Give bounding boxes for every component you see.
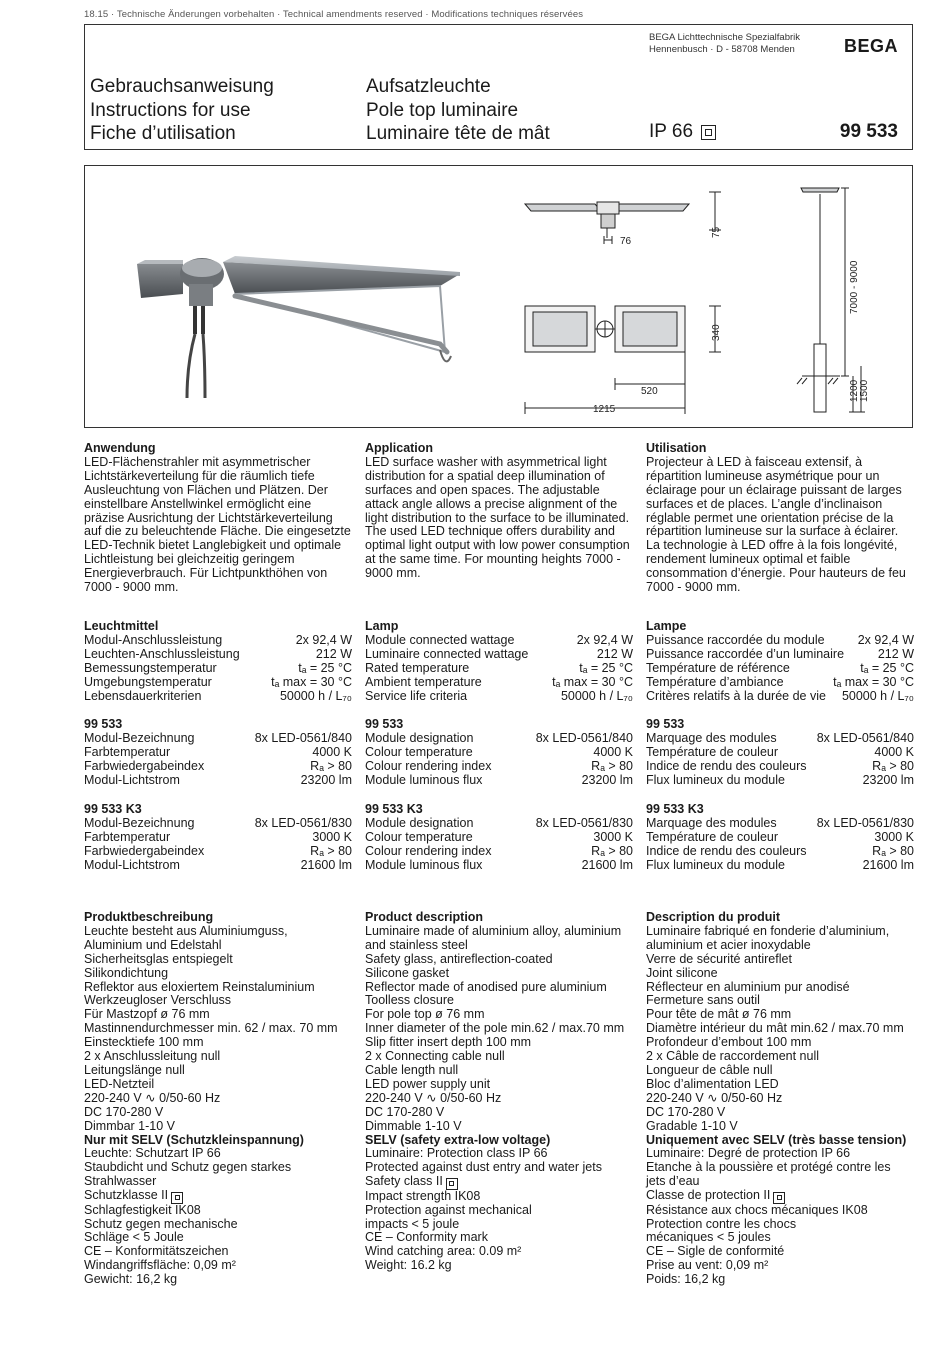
- description-line: LED power supply unit: [365, 1076, 491, 1091]
- spec-value: 50000 h / L₇₀: [841, 688, 914, 703]
- dim-1500-label: 1500: [859, 379, 870, 402]
- description-line: Dimmable 1-10 V: [365, 1118, 462, 1133]
- variant-k3-specs-de: [84, 803, 352, 873]
- spec-value: tₐ = 25 °C: [298, 660, 352, 675]
- lamp-specs-fr: [646, 620, 914, 703]
- column-de: [84, 442, 352, 595]
- application-text: Projecteur à LED à faisceau extensif, à répartition lumineuse asymétrique pour un éclairage pour un éclairage puissant de larges surfaces et de places. L’angle d’inclinaison réglable permet une orientation précise de la répartition lumineuse sur la surface à éclairer. La technologie à LED offre à la fois longévité, rendement lumineux optimal et faible consommation d’énergie. Pour hauteurs de feu 7000 - 9000 mm.: [646, 454, 906, 595]
- spec-row: [365, 817, 633, 831]
- selv-line: Strahlwasser: [84, 1174, 157, 1189]
- spec-value: 8x LED-0561/840: [816, 730, 914, 745]
- selv-line: Prise au vent: 0,09 m²: [646, 1258, 769, 1273]
- revision-note: 18.15 · Technische Änderungen vorbehalten · Technical amendments reserved · Modifications techniques réservées: [84, 9, 584, 20]
- spec-row: [646, 648, 914, 662]
- variant-specs-de: [84, 718, 352, 788]
- spec-heading: 99 533 K3: [646, 802, 704, 816]
- spec-label: Colour temperature: [365, 744, 473, 759]
- spec-value: 50000 h / L₇₀: [279, 688, 352, 703]
- spec-heading: Lamp: [365, 619, 399, 633]
- spec-label: Service life criteria: [365, 688, 468, 703]
- technical-drawing: [85, 166, 913, 428]
- spec-label: Rated temperature: [365, 660, 470, 675]
- spec-row: [365, 634, 633, 648]
- spec-value: Rₐ > 80: [591, 843, 633, 858]
- description-line: Silikondichtung: [84, 965, 169, 980]
- spec-row: [84, 676, 352, 690]
- product-description-heading: Description du produit: [646, 910, 781, 924]
- spec-heading: 99 533 K3: [84, 802, 142, 816]
- spec-label: Ambient temperature: [365, 674, 482, 689]
- spec-row: [84, 774, 352, 788]
- spec-row: [365, 831, 633, 845]
- spec-value: 8x LED-0561/830: [254, 815, 352, 830]
- selv-line: mécaniques < 5 joules: [646, 1230, 771, 1245]
- spec-label: Flux lumineux du module: [646, 772, 785, 787]
- spec-label: Marquage des modules: [646, 730, 777, 745]
- company-location: Hennenbusch · D - 58708 Menden: [649, 44, 795, 55]
- description-line: Inner diameter of the pole min.62 / max.70 mm: [365, 1021, 625, 1036]
- variant-specs-en: [365, 718, 633, 788]
- description-line: DC 170-280 V: [84, 1104, 164, 1119]
- description-line: Leuchte besteht aus Aluminiumguss,: [84, 923, 288, 938]
- description-line: Mastinnendurchmesser min. 62 / max. 70 mm: [84, 1021, 338, 1036]
- spec-heading: 99 533 K3: [365, 802, 423, 816]
- ip-rating: [649, 121, 716, 143]
- description-line: Aluminium und Edelstahl: [84, 937, 222, 952]
- selv-line: Poids: 16,2 kg: [646, 1272, 726, 1287]
- variant-k3-specs-en: [365, 803, 633, 873]
- description-line: LED-Netzteil: [84, 1076, 155, 1091]
- description-line: 2 x Câble de raccordement null: [646, 1049, 820, 1064]
- spec-label: Lebensdauerkriterien: [84, 688, 202, 703]
- company-name: BEGA Lichttechnische Spezialfabrik: [649, 32, 801, 43]
- spec-row: [365, 648, 633, 662]
- product-name-fr: Luminaire tête de mât: [366, 123, 550, 144]
- spec-row: [646, 732, 914, 746]
- spec-value: Rₐ > 80: [591, 758, 633, 773]
- spec-label: Critères relatifs à la durée de vie: [646, 688, 826, 703]
- description-line: Luminaire fabriqué en fonderie d’aluminium,: [646, 923, 890, 938]
- spec-label: Puissance raccordée d’un luminaire: [646, 646, 845, 661]
- description-line: DC 170-280 V: [365, 1104, 445, 1119]
- selv-line: CE – Konformitätszeichen: [84, 1244, 229, 1259]
- selv-line: Windangriffsfläche: 0,09 m²: [84, 1258, 236, 1273]
- product-description-en: [365, 911, 633, 1273]
- spec-value: 4000 K: [593, 744, 633, 759]
- spec-row: [365, 676, 633, 690]
- product-description-de: [84, 911, 352, 1287]
- spec-value: 2x 92,4 W: [295, 632, 352, 647]
- spec-label: Leuchten-Anschlussleistung: [84, 646, 240, 661]
- selv-line: Schutz gegen mechanische: [84, 1216, 238, 1231]
- safety-class-ii-icon: [773, 1192, 785, 1204]
- spec-label: Température d’ambiance: [646, 674, 784, 689]
- spec-row: [365, 859, 633, 873]
- description-line: 220-240 V ∿ 0/50-60 Hz: [646, 1090, 783, 1105]
- brand-logo: BEGA: [843, 36, 898, 56]
- selv-heading: Nur mit SELV (Schutzkleinspannung): [84, 1132, 304, 1147]
- spec-label: Module connected wattage: [365, 632, 515, 647]
- description-line: Einstecktiefe 100 mm: [84, 1035, 204, 1050]
- spec-label: Module luminous flux: [365, 857, 483, 872]
- description-line: Sicherheitsglas entspiegelt: [84, 951, 233, 966]
- spec-value: 3000 K: [312, 829, 352, 844]
- spec-row: [84, 760, 352, 774]
- spec-label: Modul-Anschlussleistung: [84, 632, 223, 647]
- selv-heading: Uniquement avec SELV (très basse tension): [646, 1132, 907, 1147]
- spec-row: [365, 774, 633, 788]
- dim-76-label: 76: [620, 236, 632, 247]
- dim-520-label: 520: [641, 386, 658, 397]
- dim-340-label: 340: [711, 324, 722, 341]
- description-line: Reflector made of anodised pure aluminium: [365, 979, 607, 994]
- spec-value: 23200 lm: [862, 772, 914, 787]
- variant-specs-fr: [646, 718, 914, 788]
- lamp-specs-de: [84, 620, 352, 703]
- selv-line: CE – Conformity mark: [365, 1230, 488, 1245]
- product-description-heading: Produktbeschreibung: [84, 910, 214, 924]
- spec-value: 23200 lm: [581, 772, 633, 787]
- spec-value: 21600 lm: [581, 857, 633, 872]
- description-line: and stainless steel: [365, 937, 468, 952]
- spec-value: 4000 K: [312, 744, 352, 759]
- selv-heading: SELV (safety extra-low voltage): [365, 1132, 551, 1147]
- spec-heading: 99 533: [84, 717, 123, 731]
- spec-row: [365, 845, 633, 859]
- description-line: Safety glass, antireflection-coated: [365, 951, 553, 966]
- column-en: [365, 442, 633, 581]
- spec-label: Modul-Lichtstrom: [84, 772, 180, 787]
- description-line: Fermeture sans outil: [646, 993, 760, 1008]
- selv-line: CE – Sigle de conformité: [646, 1244, 785, 1259]
- spec-value: 8x LED-0561/830: [816, 815, 914, 830]
- spec-row: [646, 662, 914, 676]
- dim-75-label: 75: [711, 226, 722, 238]
- spec-row: [84, 859, 352, 873]
- spec-label: Flux lumineux du module: [646, 857, 785, 872]
- spec-heading: 99 533: [365, 717, 404, 731]
- spec-value: Rₐ > 80: [872, 758, 914, 773]
- product-figure: [84, 165, 913, 428]
- spec-label: Farbwiedergabeindex: [84, 843, 205, 858]
- spec-value: tₐ = 25 °C: [860, 660, 914, 675]
- spec-row: [84, 732, 352, 746]
- spec-label: Farbtemperatur: [84, 744, 171, 759]
- description-line: Für Mastzopf ø 76 mm: [84, 1007, 210, 1022]
- spec-row: [365, 732, 633, 746]
- column-fr: [646, 442, 914, 595]
- top-view-drawing: [525, 306, 721, 414]
- description-line: Dimmbar 1-10 V: [84, 1118, 175, 1133]
- spec-row: [365, 746, 633, 760]
- spec-row: [84, 831, 352, 845]
- selv-line: Protection contre les chocs: [646, 1216, 797, 1231]
- spec-value: tₐ = 25 °C: [579, 660, 633, 675]
- luminaire-photo: [137, 256, 460, 398]
- spec-value: Rₐ > 80: [310, 758, 352, 773]
- description-line: 2 x Anschlussleitung null: [84, 1049, 221, 1064]
- spec-value: 21600 lm: [862, 857, 914, 872]
- spec-row: [84, 746, 352, 760]
- spec-heading: Leuchtmittel: [84, 619, 159, 633]
- doc-title-block: [90, 75, 274, 146]
- spec-row: [84, 817, 352, 831]
- selv-line: Schutzklasse II: [84, 1189, 352, 1204]
- safety-class-ii-icon: [446, 1178, 458, 1190]
- selv-line: Résistance aux chocs mécaniques IK08: [646, 1202, 868, 1217]
- spec-value: Rₐ > 80: [872, 843, 914, 858]
- spec-label: Indice de rendu des couleurs: [646, 843, 807, 858]
- spec-value: 4000 K: [874, 744, 914, 759]
- selv-line: Weight: 16.2 kg: [365, 1258, 452, 1273]
- spec-label: Colour rendering index: [365, 843, 492, 858]
- spec-row: [365, 662, 633, 676]
- description-line: 2 x Connecting cable null: [365, 1049, 505, 1064]
- spec-row: [646, 746, 914, 760]
- spec-label: Module designation: [365, 815, 474, 830]
- spec-value: tₐ max = 30 °C: [552, 674, 633, 689]
- application-heading: Application: [365, 441, 434, 455]
- spec-value: 212 W: [315, 646, 352, 661]
- description-line: Profondeur d’embout 100 mm: [646, 1035, 812, 1050]
- product-description-fr: [646, 911, 914, 1287]
- product-name-en: Pole top luminaire: [366, 99, 519, 121]
- spec-row: [646, 690, 914, 704]
- spec-label: Température de référence: [646, 660, 790, 675]
- description-line: Slip fitter insert depth 100 mm: [365, 1035, 532, 1050]
- selv-line: Gewicht: 16,2 kg: [84, 1272, 178, 1287]
- spec-row: [646, 831, 914, 845]
- doc-title-en: Instructions for use: [90, 99, 251, 121]
- description-line: Werkzeugloser Verschluss: [84, 993, 232, 1008]
- description-line: 220-240 V ∿ 0/50-60 Hz: [365, 1090, 502, 1105]
- application-text: LED-Flächenstrahler mit asymmetrischer Lichtstärkeverteilung für die räumlich tiefe Ausleuchtung von Flächen und Plätzen. Der einstellbare Anstellwinkel ermöglicht eine präzise Ausrichtung der Lichtstärkeverteilung auf die zu beleuchtende Fläche. Die eingesetzte LED-Technik bietet Langlebigkeit und optimale Lichtleistung bei gleichzeitig geringem Energieverbrauch. Für Lichtpunkthöhen von 7000 - 9000 mm.: [84, 454, 351, 595]
- description-line: Gradable 1-10 V: [646, 1118, 738, 1133]
- safety-class-ii-icon: [701, 125, 716, 140]
- description-line: aluminium et acier inoxydable: [646, 937, 811, 952]
- spec-label: Module luminous flux: [365, 772, 483, 787]
- description-line: Leitungslänge null: [84, 1062, 185, 1077]
- safety-class-ii-icon: [171, 1192, 183, 1204]
- description-line: Silicone gasket: [365, 965, 450, 980]
- spec-row: [84, 634, 352, 648]
- spec-label: Colour temperature: [365, 829, 473, 844]
- spec-value: 3000 K: [593, 829, 633, 844]
- selv-line: Staubdicht und Schutz gegen starkes: [84, 1160, 292, 1175]
- description-line: Longueur de câble null: [646, 1062, 773, 1077]
- description-line: Verre de sécurité antireflet: [646, 951, 792, 966]
- spec-value: 21600 lm: [300, 857, 352, 872]
- description-line: For pole top ø 76 mm: [365, 1007, 485, 1022]
- spec-value: Rₐ > 80: [310, 843, 352, 858]
- product-description-heading: Product description: [365, 910, 484, 924]
- spec-label: Luminaire connected wattage: [365, 646, 529, 661]
- spec-row: [84, 845, 352, 859]
- selv-line: Schläge < 5 Joule: [84, 1230, 184, 1245]
- spec-row: [646, 760, 914, 774]
- spec-row: [646, 845, 914, 859]
- description-line: DC 170-280 V: [646, 1104, 726, 1119]
- selv-line: Safety class II: [365, 1175, 633, 1190]
- spec-value: 8x LED-0561/830: [535, 815, 633, 830]
- spec-label: Puissance raccordée du module: [646, 632, 825, 647]
- selv-line: Leuchte: Schutzart IP 66: [84, 1146, 221, 1161]
- spec-label: Farbwiedergabeindex: [84, 758, 205, 773]
- application-heading: Anwendung: [84, 441, 156, 455]
- spec-label: Bemessungstemperatur: [84, 660, 217, 675]
- application-text: LED surface washer with asymmetrical light distribution for a spatial deep illumination of surfaces and open spaces. The adjustable attack angle allows a precise alignment of the light distribution to the surface to be illuminated. The used LED technique offers durability and optimal light output with low power consumption at the same time. For mounting heights 7000 - 9000 mm.: [365, 454, 630, 581]
- spec-value: 3000 K: [874, 829, 914, 844]
- application-heading: Utilisation: [646, 441, 707, 455]
- spec-row: [646, 634, 914, 648]
- spec-value: 23200 lm: [300, 772, 352, 787]
- spec-row: [646, 676, 914, 690]
- selv-line: Impact strength IK08: [365, 1188, 481, 1203]
- spec-label: Module designation: [365, 730, 474, 745]
- description-line: Bloc d’alimentation LED: [646, 1076, 779, 1091]
- selv-line: Luminaire: Degré de protection IP 66: [646, 1146, 851, 1161]
- spec-value: 50000 h / L₇₀: [560, 688, 633, 703]
- spec-row: [84, 648, 352, 662]
- spec-row: [365, 760, 633, 774]
- spec-label: Modul-Lichtstrom: [84, 857, 180, 872]
- selv-line: Protected against dust entry and water jets: [365, 1160, 602, 1175]
- spec-row: [646, 774, 914, 788]
- document-header: [84, 24, 913, 150]
- description-line: Pour tête de mât ø 76 mm: [646, 1007, 792, 1022]
- selv-line: Protection against mechanical: [365, 1202, 532, 1217]
- spec-row: [365, 690, 633, 704]
- company-address: [649, 32, 800, 56]
- spec-label: Marquage des modules: [646, 815, 777, 830]
- ip-rating-text: IP 66: [649, 121, 694, 142]
- selv-line: impacts < 5 joule: [365, 1216, 460, 1231]
- spec-value: 2x 92,4 W: [576, 632, 633, 647]
- spec-label: Modul-Bezeichnung: [84, 815, 195, 830]
- product-code: 99 533: [839, 121, 898, 142]
- spec-label: Farbtemperatur: [84, 829, 171, 844]
- spec-value: 212 W: [596, 646, 633, 661]
- description-line: Réflecteur en aluminium pur anodisé: [646, 979, 850, 994]
- spec-label: Umgebungstemperatur: [84, 674, 212, 689]
- spec-row: [646, 859, 914, 873]
- description-line: Luminaire made of aluminium alloy, aluminium: [365, 923, 622, 938]
- dim-1200-label: 1200: [849, 379, 860, 402]
- description-line: Joint silicone: [646, 965, 718, 980]
- spec-label: Colour rendering index: [365, 758, 492, 773]
- product-name-block: [366, 75, 550, 146]
- spec-value: tₐ max = 30 °C: [833, 674, 914, 689]
- doc-title-de: Gebrauchsanweisung: [90, 76, 274, 97]
- selv-line: Luminaire: Protection class IP 66: [365, 1146, 548, 1161]
- spec-value: 212 W: [877, 646, 914, 661]
- dim-1215-label: 1215: [593, 404, 616, 415]
- spec-value: 2x 92,4 W: [857, 632, 914, 647]
- selv-line: Schlagfestigkeit IK08: [84, 1202, 201, 1217]
- selv-line: Etanche à la poussière et protégé contre les: [646, 1160, 891, 1175]
- spec-row: [84, 662, 352, 676]
- spec-value: 8x LED-0561/840: [535, 730, 633, 745]
- lamp-specs-en: [365, 620, 633, 703]
- spec-label: Indice de rendu des couleurs: [646, 758, 807, 773]
- selv-line: Classe de protection II: [646, 1189, 914, 1204]
- spec-label: Température de couleur: [646, 744, 779, 759]
- selv-line: jets d’eau: [646, 1174, 700, 1189]
- dim-height-label: 7000 - 9000: [849, 260, 860, 314]
- description-line: Reflektor aus eloxiertem Reinstaluminium: [84, 979, 315, 994]
- spec-value: 8x LED-0561/840: [254, 730, 352, 745]
- description-line: Diamètre intérieur du mât min.62 / max.70 mm: [646, 1021, 904, 1036]
- spec-value: tₐ max = 30 °C: [271, 674, 352, 689]
- spec-label: Température de couleur: [646, 829, 779, 844]
- spec-label: Modul-Bezeichnung: [84, 730, 195, 745]
- product-name-de: Aufsatzleuchte: [366, 76, 491, 97]
- spec-heading: 99 533: [646, 717, 685, 731]
- doc-title-fr: Fiche d’utilisation: [90, 123, 236, 144]
- selv-line: Wind catching area: 0.09 m²: [365, 1244, 522, 1259]
- variant-k3-specs-fr: [646, 803, 914, 873]
- description-line: Cable length null: [365, 1062, 459, 1077]
- description-line: Toolless closure: [365, 993, 454, 1008]
- spec-row: [84, 690, 352, 704]
- spec-row: [646, 817, 914, 831]
- description-line: 220-240 V ∿ 0/50-60 Hz: [84, 1090, 221, 1105]
- spec-heading: Lampe: [646, 619, 687, 633]
